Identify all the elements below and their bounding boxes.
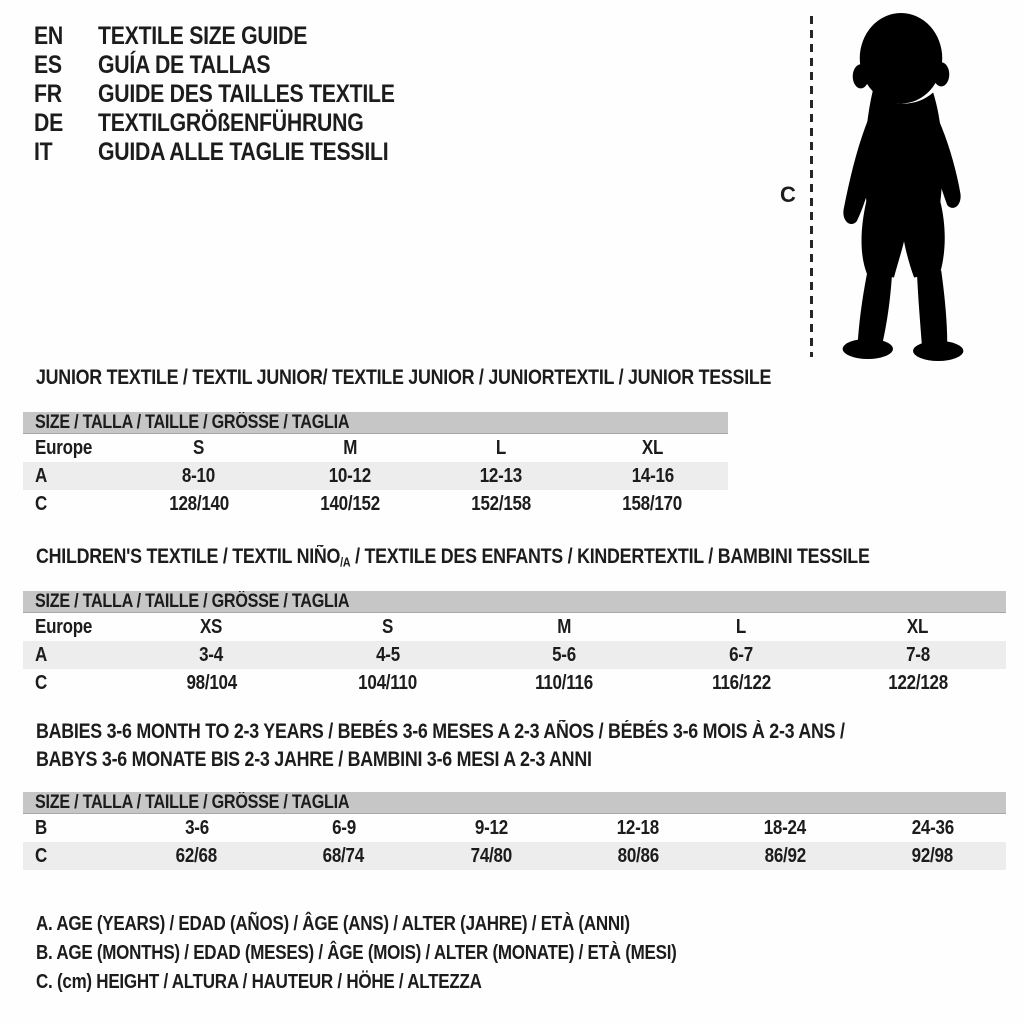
- table-cell: 140/152: [320, 492, 380, 515]
- table-cell: 128/140: [168, 492, 229, 515]
- table-cell: 86/92: [764, 844, 806, 867]
- legend-line-c-text: C. (cm) HEIGHT / ALTURA / HAUTEUR / HÖHE / ALTEZZA: [36, 971, 482, 993]
- junior-size-table: [23, 412, 728, 518]
- table-cell: S: [382, 615, 394, 638]
- baby-figure: [778, 8, 990, 370]
- language-code: EN: [34, 22, 64, 50]
- language-label: GUÍA DE TALLAS: [98, 51, 271, 79]
- table-header-text: SIZE / TALLA / TAILLE / GRÖSSE / TAGLIA: [35, 590, 350, 612]
- table-cell: 62/68: [175, 844, 218, 867]
- row-label: A: [35, 643, 48, 666]
- table-header: [23, 591, 1006, 613]
- height-measure-line: [810, 16, 813, 357]
- legend: [36, 910, 790, 997]
- language-code: IT: [34, 138, 53, 166]
- table-cell: XL: [641, 436, 663, 459]
- table-body: [23, 613, 1006, 697]
- babies-section-title: [36, 718, 987, 774]
- table-cell: M: [557, 615, 572, 638]
- language-row-it: [34, 138, 447, 167]
- language-label: TEXTILGRÖßENFÜHRUNG: [98, 109, 364, 137]
- title-subscript: /A: [340, 555, 351, 570]
- table-cell: L: [496, 436, 507, 459]
- language-list: [34, 22, 447, 167]
- table-cell: L: [736, 615, 747, 638]
- babies-title-line-1: BABIES 3-6 MONTH TO 2-3 YEARS / BEBÉS 3-6 MESES A 2-3 AÑOS / BÉBÉS 3-6 MOIS À 2-3 ANS /: [36, 720, 845, 743]
- table-cell: 7-8: [905, 643, 930, 666]
- legend-line-c: [36, 968, 790, 997]
- legend-line-a-text: A. AGE (YEARS) / EDAD (AÑOS) / ÂGE (ANS) / ALTER (JAHRE) / ETÀ (ANNI): [36, 913, 630, 935]
- language-label: GUIDA ALLE TAGLIE TESSILI: [98, 138, 389, 166]
- row-label: B: [35, 816, 48, 839]
- table-body: [23, 814, 1006, 870]
- table-cell: 6-9: [331, 816, 356, 839]
- table-cell: 104/110: [358, 671, 418, 694]
- row-label: Europe: [35, 436, 93, 459]
- table-row: [23, 669, 1006, 697]
- language-code: ES: [34, 51, 62, 79]
- table-cell: 122/128: [887, 671, 948, 694]
- language-row-en: [34, 22, 447, 51]
- row-label: A: [35, 464, 48, 487]
- table-row: [23, 814, 1006, 842]
- table-cell: 152/158: [471, 492, 531, 515]
- table-cell: 18-24: [764, 816, 807, 839]
- table-row: [23, 490, 728, 518]
- row-label: C: [35, 492, 48, 515]
- table-cell: 6-7: [729, 643, 753, 666]
- babies-title-line-2: BABYS 3-6 MONATE BIS 2-3 JAHRE / BAMBINI 3-6 MESI A 2-3 ANNI: [36, 748, 592, 771]
- table-cell: 12-18: [616, 816, 660, 839]
- row-label: Europe: [35, 615, 93, 638]
- table-cell: 92/98: [911, 844, 954, 867]
- language-row-es: [34, 51, 447, 80]
- table-cell: 110/116: [535, 671, 594, 694]
- legend-line-b-text: B. AGE (MONTHS) / EDAD (MESES) / ÂGE (MOIS) / ALTER (MONATE) / ETÀ (MESI): [36, 942, 677, 964]
- legend-line-a: [36, 910, 790, 939]
- table-cell: 98/104: [186, 671, 237, 694]
- language-label: TEXTILE SIZE GUIDE: [98, 22, 308, 50]
- table-cell: 80/86: [617, 844, 659, 867]
- table-cell: S: [193, 436, 205, 459]
- row-label: C: [35, 671, 48, 694]
- table-cell: 14-16: [631, 464, 674, 487]
- children-size-table: [23, 591, 1006, 697]
- table-row: [23, 434, 728, 462]
- language-row-fr: [34, 80, 447, 109]
- table-header: [23, 792, 1006, 814]
- junior-section-title: [36, 364, 901, 392]
- table-row: [23, 641, 1006, 669]
- table-row: [23, 462, 728, 490]
- table-row: [23, 842, 1006, 870]
- table-cell: M: [342, 436, 357, 459]
- table-row: [23, 613, 1006, 641]
- table-cell: XS: [200, 615, 223, 638]
- baby-silhouette-icon: [826, 12, 978, 364]
- table-cell: 116/122: [711, 671, 771, 694]
- children-section-title-text: CHILDREN'S TEXTILE / TEXTIL $NIÑO_{/A}$ / TEXTILE DES ENFANTS / KINDERTEXTIL / BAMBINI TESSILE: [36, 545, 870, 570]
- language-code: DE: [34, 109, 64, 137]
- table-cell: 3-6: [184, 816, 209, 839]
- table-cell: 74/80: [470, 844, 512, 867]
- table-cell: 10-12: [328, 464, 371, 487]
- language-code: FR: [34, 80, 62, 108]
- table-header-text: SIZE / TALLA / TAILLE / GRÖSSE / TAGLIA: [35, 411, 350, 433]
- table-cell: 9-12: [474, 816, 508, 839]
- legend-line-b: [36, 939, 790, 968]
- table-cell: 24-36: [911, 816, 954, 839]
- table-body: [23, 434, 728, 518]
- table-header: [23, 412, 728, 434]
- table-cell: 12-13: [480, 464, 523, 487]
- height-measure-label: C: [780, 182, 796, 207]
- babies-size-table: [23, 792, 1006, 870]
- table-cell: 158/170: [622, 492, 683, 515]
- table-cell: 3-4: [199, 643, 224, 666]
- table-cell: 68/74: [323, 844, 365, 867]
- table-cell: XL: [907, 615, 929, 638]
- children-section-title: [36, 543, 1017, 577]
- language-row-de: [34, 109, 447, 138]
- table-cell: 8-10: [182, 464, 216, 487]
- table-header-text: SIZE / TALLA / TAILLE / GRÖSSE / TAGLIA: [35, 791, 350, 813]
- language-label: GUIDE DES TAILLES TEXTILE: [98, 80, 395, 108]
- junior-section-title-text: JUNIOR TEXTILE / TEXTIL JUNIOR/ TEXTILE JUNIOR / JUNIORTEXTIL / JUNIOR TESSILE: [36, 366, 772, 389]
- table-cell: 5-6: [552, 643, 577, 666]
- table-cell: 4-5: [375, 643, 400, 666]
- row-label: C: [35, 844, 48, 867]
